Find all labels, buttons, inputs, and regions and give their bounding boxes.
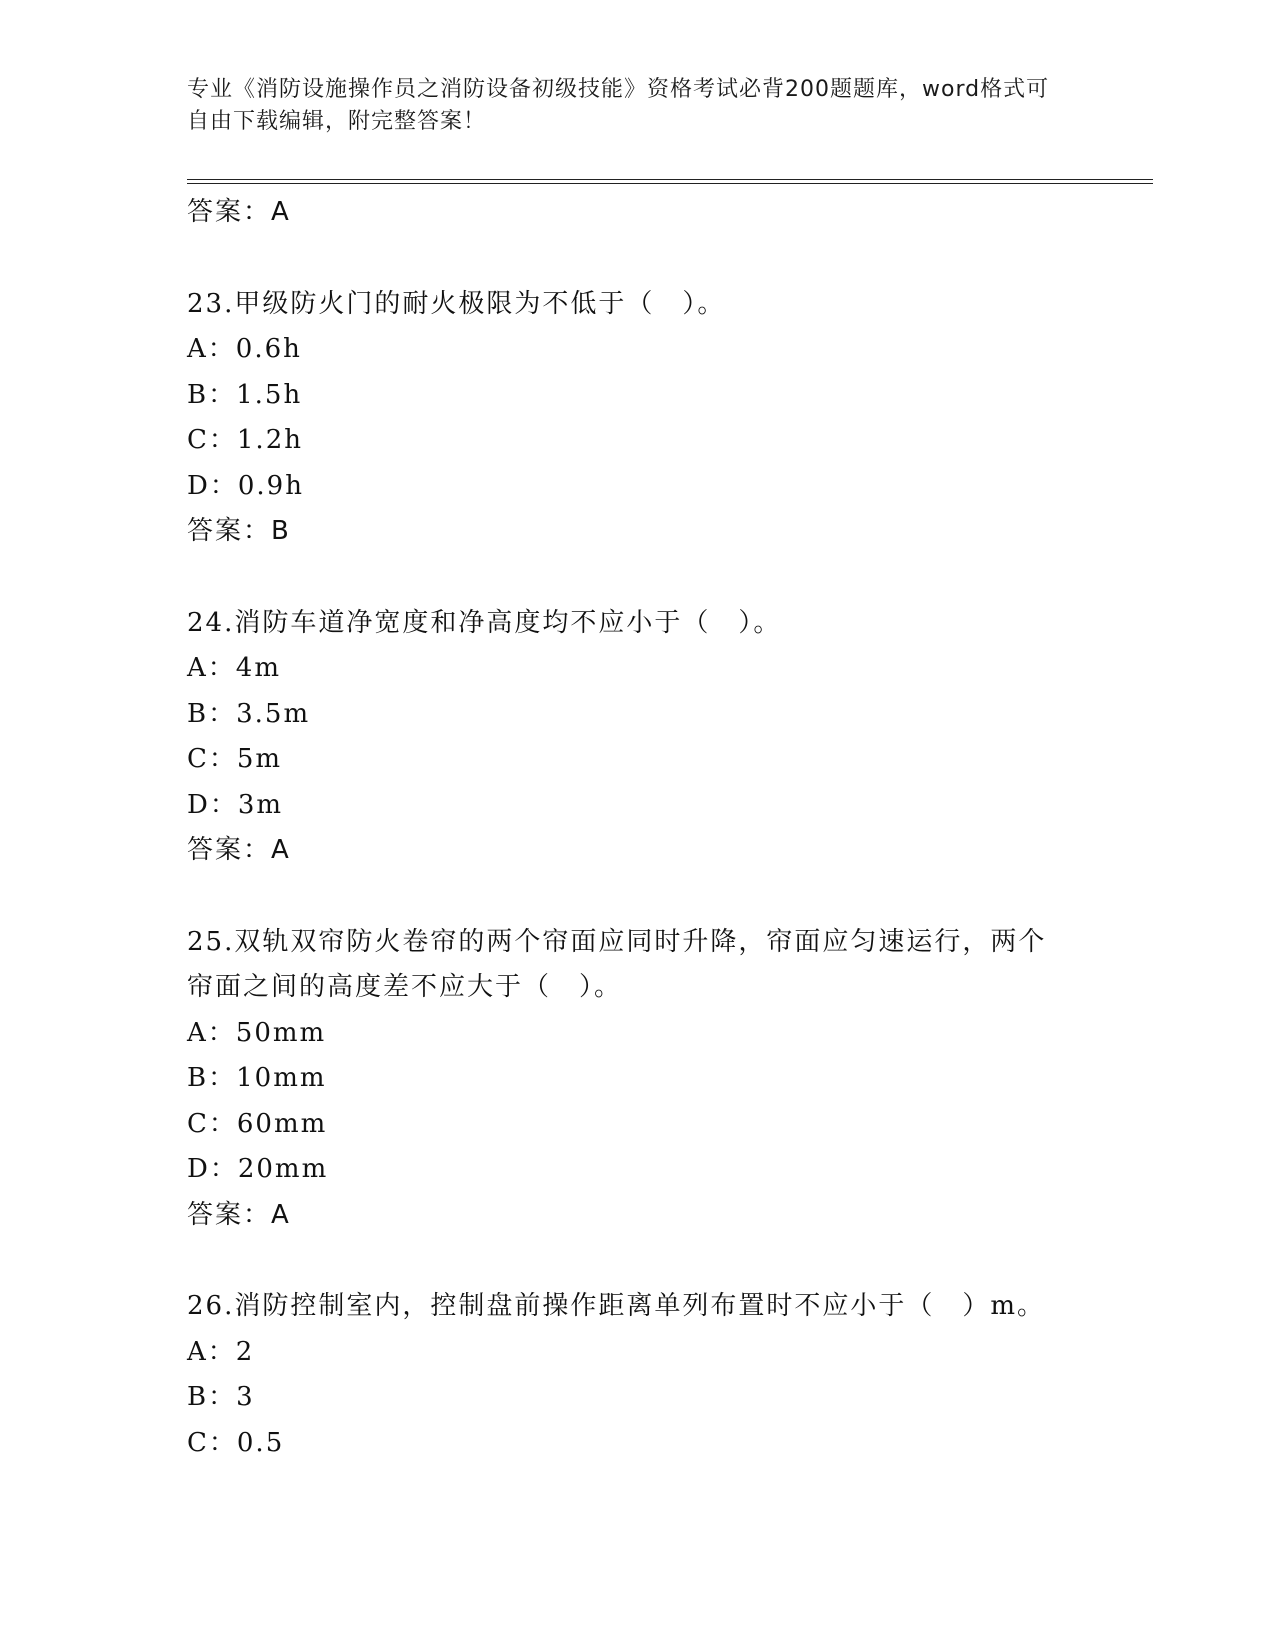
option-c: C：0.5 bbox=[187, 1427, 285, 1458]
option-d: D：20mm bbox=[187, 1154, 329, 1184]
header-divider-bottom bbox=[187, 183, 1153, 184]
option-c: C：5m bbox=[187, 744, 283, 774]
answer: 答案：A bbox=[187, 835, 291, 865]
question-stem: 24.消防车道净宽度和净高度均不应小于（ ）。 bbox=[187, 607, 782, 638]
option-a: A：2 bbox=[187, 1336, 255, 1367]
option-d: D：0.9h bbox=[187, 470, 304, 501]
answer: 答案：A bbox=[187, 1199, 291, 1230]
spacer bbox=[187, 236, 1087, 282]
option-c: C：1.2h bbox=[187, 425, 303, 455]
question-stem: 25.双轨双帘防火卷帘的两个帘面应同时升降，帘面应匀速运行，两个帘面之间的高度差不应大于（ ）。 bbox=[187, 926, 1047, 1002]
spacer bbox=[187, 874, 1087, 920]
option-c: C：60mm bbox=[187, 1108, 328, 1139]
question-stem: 26.消防控制室内，控制盘前操作距离单列布置时不应小于（ ）m。 bbox=[187, 1291, 1046, 1321]
spacer bbox=[187, 1238, 1087, 1284]
question-block bbox=[187, 920, 1087, 1239]
option-a: A：4m bbox=[187, 653, 281, 683]
header-divider-top bbox=[187, 179, 1153, 180]
option-a: A：50mm bbox=[187, 1017, 327, 1048]
question-block bbox=[187, 1284, 1087, 1466]
option-a: A：0.6h bbox=[187, 334, 302, 364]
previous-answer: 答案：A bbox=[187, 197, 291, 227]
option-b: B：10mm bbox=[187, 1063, 327, 1093]
spacer bbox=[187, 555, 1087, 601]
option-b: B：3 bbox=[187, 1382, 255, 1412]
document-header: 专业《消防设施操作员之消防设备初级技能》资格考试必背200题题库，word格式可自由下载编辑，附完整答案！ bbox=[187, 77, 1050, 134]
option-d: D：3m bbox=[187, 789, 284, 820]
answer: 答案：B bbox=[187, 516, 291, 546]
option-b: B：3.5m bbox=[187, 698, 311, 729]
question-list bbox=[187, 190, 1087, 1466]
question-stem: 23.甲级防火门的耐火极限为不低于（ ）。 bbox=[187, 288, 726, 319]
option-b: B：1.5h bbox=[187, 379, 303, 410]
question-block bbox=[187, 282, 1087, 555]
question-block bbox=[187, 601, 1087, 874]
